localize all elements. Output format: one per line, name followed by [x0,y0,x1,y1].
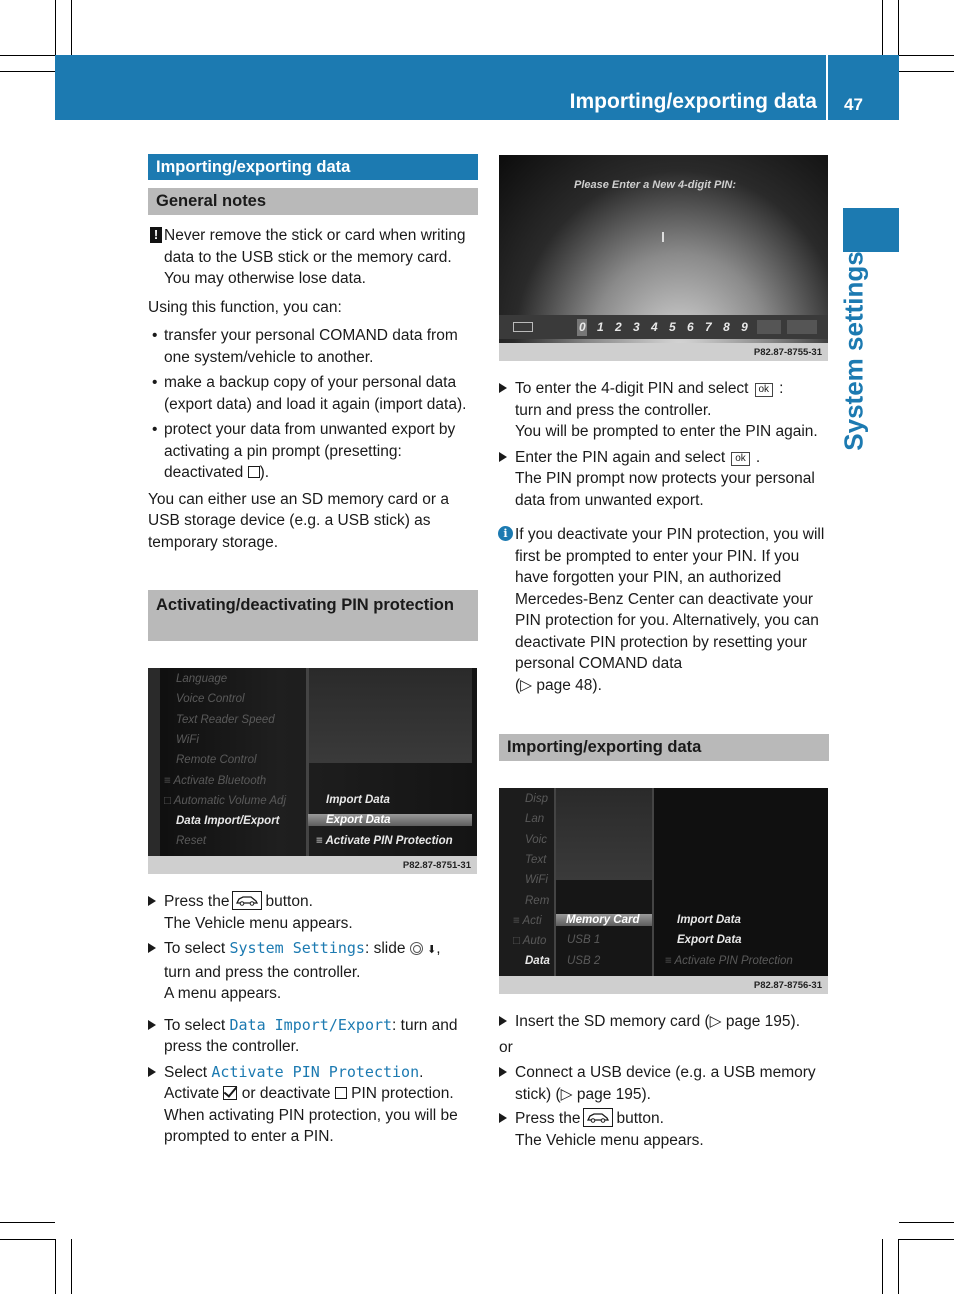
list-item: • make a backup copy of your personal data (export data) and load it again (import data). [148,372,478,415]
screenshot-pin-entry [499,155,828,361]
mid-menu-item: USB 1 [567,934,601,947]
step-insert-sd: Insert the SD memory card (▷ page 195). [499,1011,829,1033]
left-steps [148,885,478,1148]
menu-item: Data [525,955,550,968]
menu-item: Text [525,853,547,866]
crop-mark [71,0,72,55]
side-tab [843,208,899,252]
step-enter-pin: To enter the 4-digit PIN and select ok : turn and press the controller. You will be prompted to enter the PIN again. [499,378,829,443]
image-reference: P82.87-8756-31 [753,980,822,991]
step-enter-pin-again: Enter the PIN again and select ok . The PIN prompt now protects your personal data from unwanted export. [499,447,829,512]
menu-item: ≡ Activate Bluetooth [164,774,267,787]
menu-item: ≡ Acti [513,914,542,927]
submenu-item: Import Data [326,794,390,806]
vehicle-button-icon [583,1108,613,1127]
mid-menu-item: USB 2 [567,954,601,967]
side-tab-label: System settings [838,251,869,451]
list-item: • transfer your personal COMAND data from one system/vehicle to another. [148,325,478,368]
pin-digits: 0 1 2 3 4 5 6 7 8 9 [579,320,752,334]
crop-mark [882,1239,883,1294]
page-number: 47 [844,95,863,114]
storage-text: You can either use an SD memory card or a USB storage device (e.g. a USB stick) as temporary storage. [148,490,449,551]
checkbox-empty-icon [248,466,260,478]
step-select-system-settings: To select System Settings: slide ⬇, turn and press the controller. A menu appears. [148,938,478,1005]
crop-mark [0,1239,55,1240]
menu-item: Text Reader Speed [176,713,275,726]
crop-mark [898,1239,899,1294]
or-text: or [499,1038,513,1056]
menu-item: Data Import/Export [176,815,280,828]
screen-preview-area [556,788,652,880]
step-press-vehicle-2: Press the button. The Vehicle menu appears. [499,1108,829,1151]
header-title: Importing/exporting data [569,90,817,113]
step-arrow-icon [148,943,156,953]
crop-mark [0,71,55,72]
checkbox-empty-icon [335,1087,347,1099]
menu-item: Disp [525,793,549,805]
crop-mark [71,1239,72,1294]
crop-mark [898,0,899,55]
menu-item: Lan [525,813,545,826]
crop-mark [899,71,954,72]
pin-key [757,320,781,334]
step-arrow-icon [148,1067,156,1077]
submenu-item: Export Data [308,814,472,826]
menu-item: Remote Control [176,754,257,767]
step-arrow-icon [499,1067,507,1077]
screenshot-import-export [499,788,828,994]
menu-item: Reset [176,835,207,848]
crop-mark [55,1239,56,1294]
menu-item: Rem [525,894,550,907]
pin-section-heading: Activating/deactivating PIN protection [148,590,478,641]
step-arrow-icon [499,1016,507,1026]
back-icon [513,322,533,332]
intro-text: Using this function, you can: [148,298,342,316]
crop-mark [55,0,56,55]
menu-item: WiFi [176,733,199,746]
step-arrow-icon [499,1113,507,1123]
right-steps [499,1005,829,1151]
controller-icon [410,942,423,955]
submenu-item: ≡ Activate PIN Protection [316,834,453,847]
ok-button-icon: ok [731,452,750,466]
step-arrow-icon [148,1020,156,1030]
menu-item: □ Automatic Volume Adj [164,794,286,807]
warning-icon: ! [150,227,162,243]
section-title: Importing/exporting data [148,154,478,180]
screen-preview-area [309,668,472,763]
crop-mark [899,1239,954,1240]
pin-key [787,320,817,334]
submenu-item: Import Data [677,914,741,926]
ok-button-icon: ok [755,383,774,397]
step-arrow-icon [499,383,507,393]
crop-mark [0,1222,55,1223]
left-column [148,154,478,641]
crop-mark [0,55,55,56]
menu-item: Language [176,673,228,685]
crop-mark [882,0,883,55]
step-select-data-import: To select Data Import/Export: turn and press the controller. [148,1015,478,1058]
general-notes-heading: General notes [148,188,478,215]
pin-cursor [662,232,664,242]
vehicle-button-icon [232,891,262,910]
crop-mark [899,55,954,56]
import-heading: Importing/exporting data [499,734,829,761]
info-note: i If you deactivate your PIN protection, you will first be prompted to enter your PIN. If you have forgotten your PIN, an authorized Mercedes-Benz Center can deactivate your PIN protection for you. Alternatively, you can deactivate PIN protection by resetting your personal COMAND data (▷ page 48). [499,524,829,696]
menu-item: □ Auto [513,935,547,948]
step-arrow-icon [148,896,156,906]
screen-left-edge [148,668,160,856]
step-press-vehicle: Press the button. The Vehicle menu appears. [148,891,478,934]
submenu-item: ≡ Activate PIN Protection [665,954,793,967]
header-divider [826,55,828,120]
image-reference: P82.87-8751-31 [402,860,471,871]
menu-item: Voic [525,833,547,846]
crop-mark [899,1222,954,1223]
step-activate-pin: Select Activate PIN Protection. Activate or deactivate PIN protection. When activating PIN protection, you will be prompted to enter a PIN. [148,1062,478,1148]
pin-prompt: Please Enter a New 4-digit PIN: [574,179,736,191]
checkbox-checked-icon [223,1086,237,1100]
image-reference: P82.87-8755-31 [753,347,822,358]
menu-item: Voice Control [176,693,245,706]
warning-text: Never remove the stick or card when writing data to the USB stick or the memory card. You may otherwise lose data. [164,227,466,287]
warning-note [148,225,478,290]
step-connect-usb: Connect a USB device (e.g. a USB memory stick) (▷ page 195). [499,1062,829,1105]
step-arrow-icon [499,452,507,462]
mid-menu-item: Memory Card [556,914,652,926]
menu-item: WiFi [525,874,548,887]
submenu-item: Export Data [677,934,742,947]
right-column [499,372,829,761]
screenshot-system-settings [148,668,477,874]
list-item: • protect your data from unwanted export by activating a pin prompt (presetting: deactivated ). [148,419,478,484]
info-icon: i [498,526,513,541]
